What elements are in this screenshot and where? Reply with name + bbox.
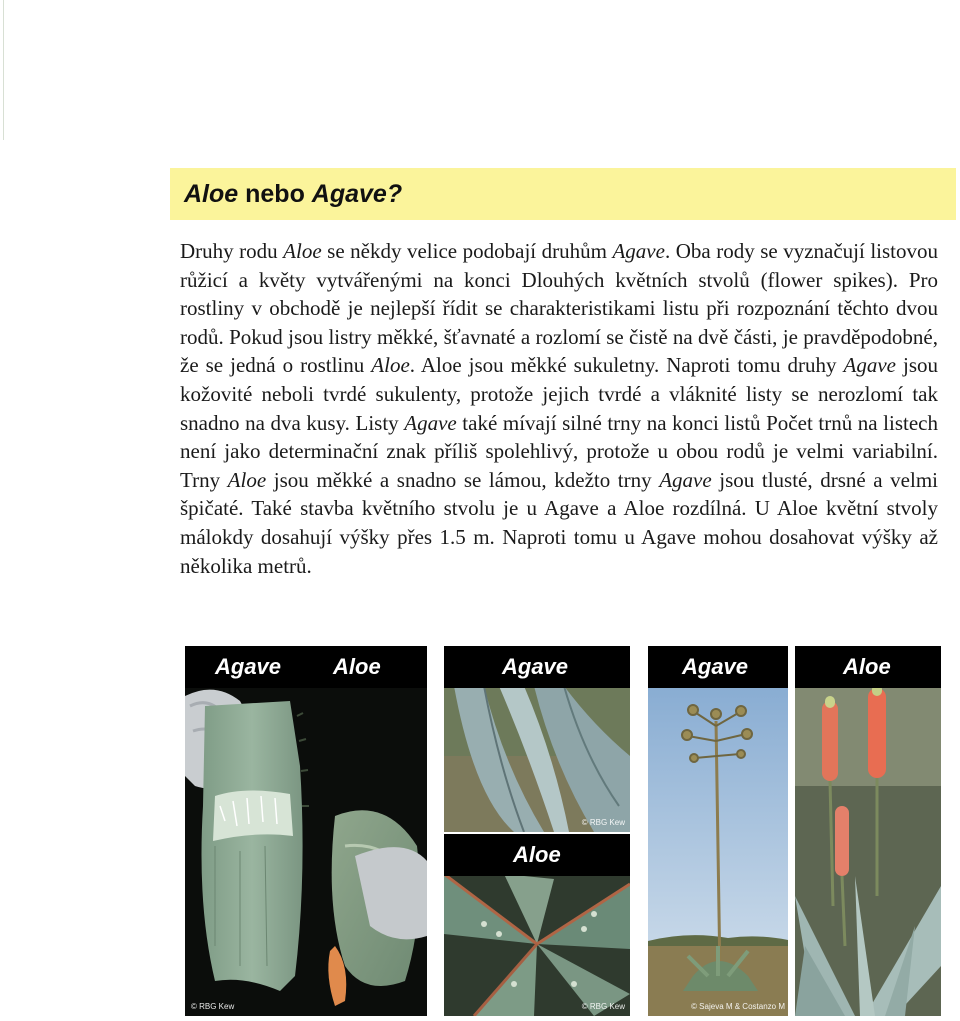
text-run: se někdy velice podobají druhům (321, 239, 613, 263)
photo-aloe-flowers (795, 646, 941, 1016)
label-bar-agave-leaf (444, 646, 630, 688)
label-aloe: Aloe (843, 654, 891, 679)
text-run-italic: Aloe (283, 239, 322, 263)
text-run: také mívají silné trny na konci listů Počet trnů na listech není jako determinační znak příliš spolehlivý, protože u obou rodů je velmi variabilní. Trny (180, 410, 938, 492)
body-paragraph (180, 237, 938, 580)
text-run-italic: Agave (659, 467, 712, 492)
label-aloe: Aloe (513, 842, 561, 867)
text-run: jsou kožovité neboli tvrdé sukulenty, protože jejich tvrdé a vláknité listy se nerozlomí tak snadno na dva kusy. Listy (180, 353, 939, 435)
label-bar-aloe-flowers (795, 646, 941, 688)
label-agave: Agave (502, 654, 569, 679)
label-bar-aloe-rosette (444, 834, 630, 876)
text-run: . Oba rody se vyznačují listovou růžicí a květy vytvářenými na konci Dlouhých květních stvolů (flower spikes). Pro rostliny v obchodě je nejlepší řídit se charakteristikami listu při rozpoznání těchto dvou rodů. Pokud jsou listry měkké, šťavnaté a rozlomí se čistě na dvě části, je pravděpodobné, že se jedná o rostlinu (180, 239, 939, 378)
label-agave: Agave (682, 654, 749, 679)
title-genus-agave: Agave? (311, 180, 403, 208)
label-agave: Agave (215, 654, 282, 679)
text-run: jsou tlusté, drsné a velmi špičaté. Také stavba květního stvolu je u Agave a Aloe rozdílná. U Aloe květní stvoly málokdy dosahují výšky přes 1.5 m. Naproti tomu u Agave mohou dosahovat výšky až několika metrů. (180, 467, 938, 578)
leaf-comparison-illustration (185, 646, 427, 1016)
label-aloe: Aloe (333, 654, 381, 679)
text-run-italic: Aloe (227, 467, 267, 492)
photo-credit: © RBG Kew (581, 1002, 625, 1011)
section-title (170, 168, 956, 220)
text-run: jsou měkké a snadno se lámou, kdežto trny (266, 467, 660, 492)
text-run-italic: Agave (612, 239, 665, 263)
label-bar-agave-spike (648, 646, 788, 688)
title-connector: nebo (238, 180, 312, 208)
text-run-italic: Agave (843, 353, 896, 378)
agave-spike-illustration (648, 646, 788, 1016)
photo-agave-spike (648, 646, 788, 1016)
photo-credit: © Sajeva M & Costanzo M (691, 1002, 785, 1011)
text-run: Druhy rodu (180, 239, 284, 263)
title-genus-aloe: Aloe (184, 180, 239, 208)
photo-credit: © RBG Kew (581, 818, 625, 827)
label-bar-leaves (185, 646, 427, 688)
text-run-italic: Aloe (371, 353, 410, 378)
text-run: . Aloe jsou měkké sukuletny. Naproti tomu druhy (409, 353, 844, 378)
photo-leaf-comparison (185, 646, 427, 1016)
page-edge-line (3, 0, 4, 140)
aloe-flowers-illustration (795, 646, 941, 1016)
photo-credit: © RBG Kew (191, 1002, 235, 1011)
text-run-italic: Agave (404, 410, 457, 435)
